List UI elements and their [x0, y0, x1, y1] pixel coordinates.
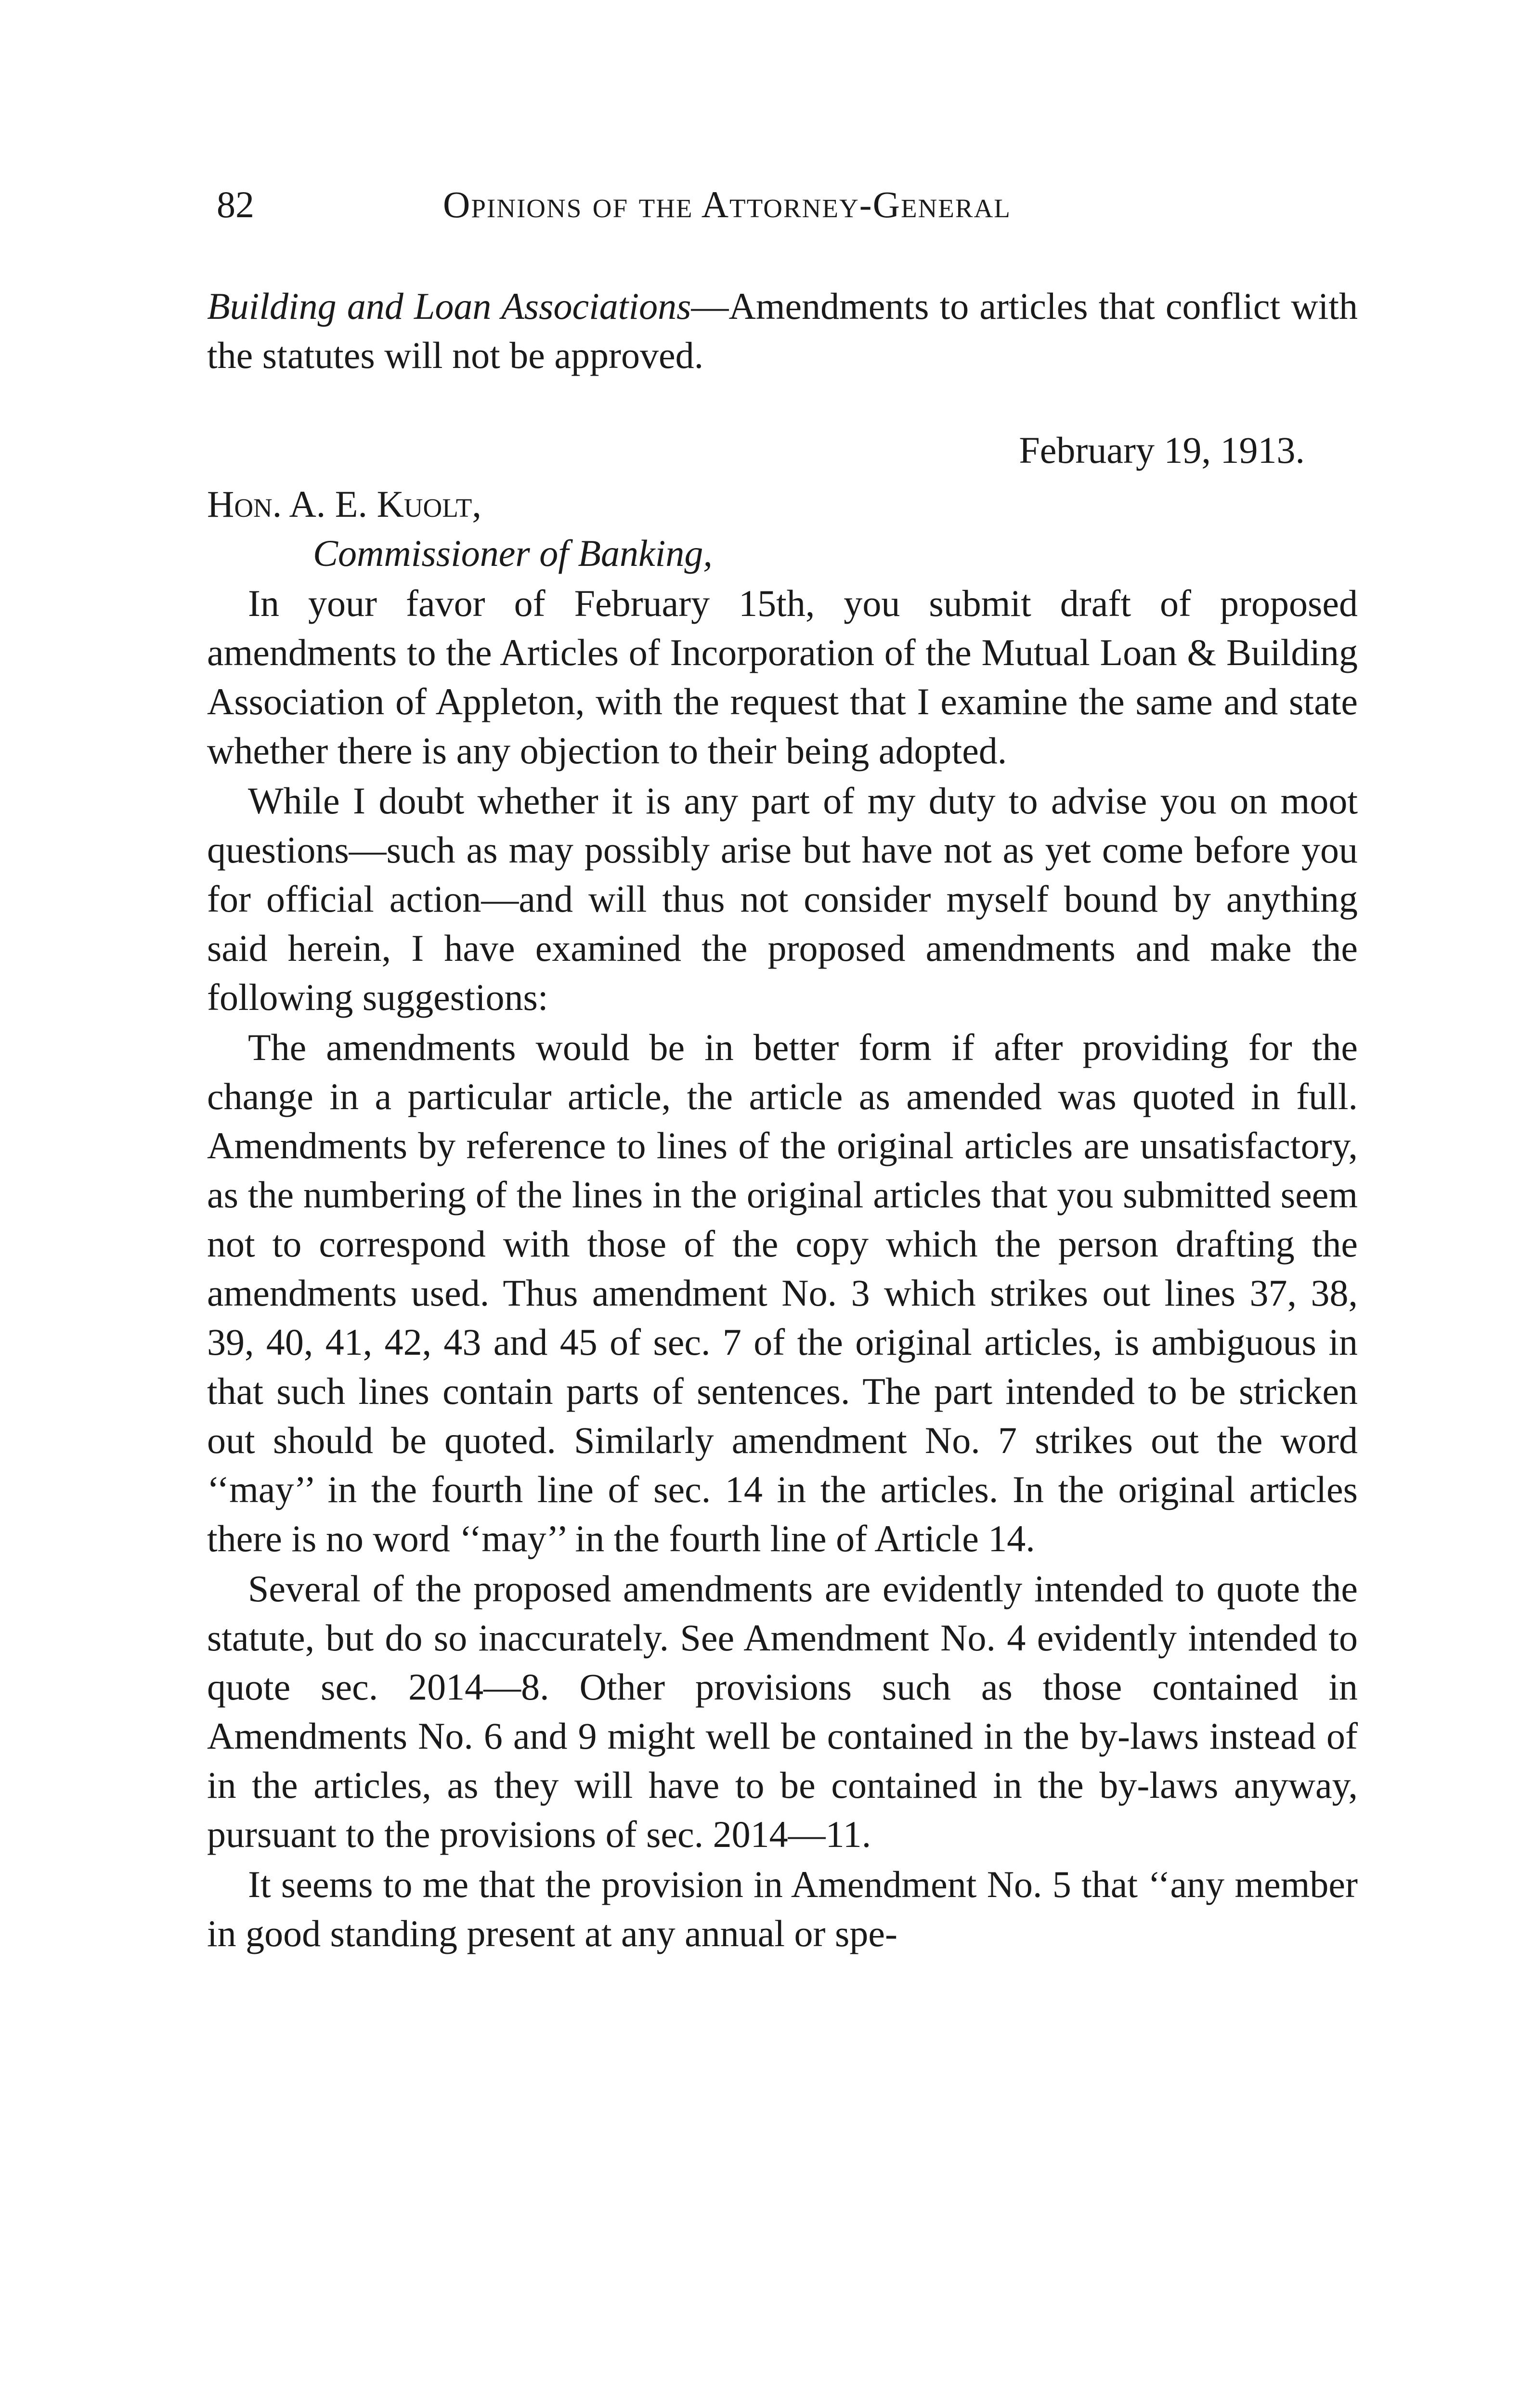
headnote: [207, 282, 1358, 380]
paragraph: The amendments would be in better form if after providing for the change in a particular article, the article as amended was quoted in full. Amendments by reference to lines of the original articles are unsatisfactory, as the numbering of the lines in the original articles that you submitted seem not to correspond with those of the copy which the person drafting the amendments used. Thus amendment No. 3 which strikes out lines 37, 38, 39, 40, 41, 42, 43 and 45 of sec. 7 of the original articles, is ambiguous in that such lines contain parts of sentences. The part intended to be stricken out should be quoted. Similarly amendment No. 7 strikes out the word ‘‘may’’ in the fourth line of sec. 14 in the articles. In the original articles there is no word ‘‘may’’ in the fourth line of Article 14.: [207, 1026, 1358, 1559]
opinion-body: [207, 282, 1358, 1958]
page-number: 82: [217, 183, 254, 225]
paragraph: While I doubt whether it is any part of my duty to advise you on moot questions—such as may possibly arise but have not as yet come before you for official action—and will thus not consider myself bound by anything said herein, I have examined the proposed amendments and make the following suggestions:: [207, 780, 1358, 1018]
running-head: Opinions of the Attorney-General: [443, 183, 1011, 225]
date-line: February 19, 1913.: [1019, 429, 1305, 471]
paragraph: In your favor of February 15th, you submit draft of proposed amendments to the Articles of Incorporation of the Mutual Loan & Building Association of Appleton, with the request that I examine the same and state whether there is any objection to their being adopted.: [207, 582, 1358, 772]
headnote-topic: Building and Loan Associations: [207, 285, 691, 327]
page-header: [212, 183, 1358, 236]
headnote-text: —Amendments to articles that conflict with the statutes will not be approved.: [207, 285, 1358, 376]
addressee-name: Hon. A. E. Kuolt,: [207, 483, 481, 525]
paragraph: It seems to me that the provision in Amendment No. 5 that ‘‘any member in good standing present at any annual or spe-: [207, 1863, 1358, 1954]
paragraph: Several of the proposed amendments are evidently intended to quote the statute, but do so inaccurately. See Amendment No. 4 evidently intended to quote sec. 2014—8. Other provisions such as those contained in Amendments No. 6 and 9 might well be contained in the by-laws instead of in the articles, as they will have to be contained in the by-laws anyway, pursuant to the provisions of sec. 2014—11.: [207, 1568, 1358, 1855]
addressee-title: Commissioner of Banking,: [313, 532, 713, 574]
